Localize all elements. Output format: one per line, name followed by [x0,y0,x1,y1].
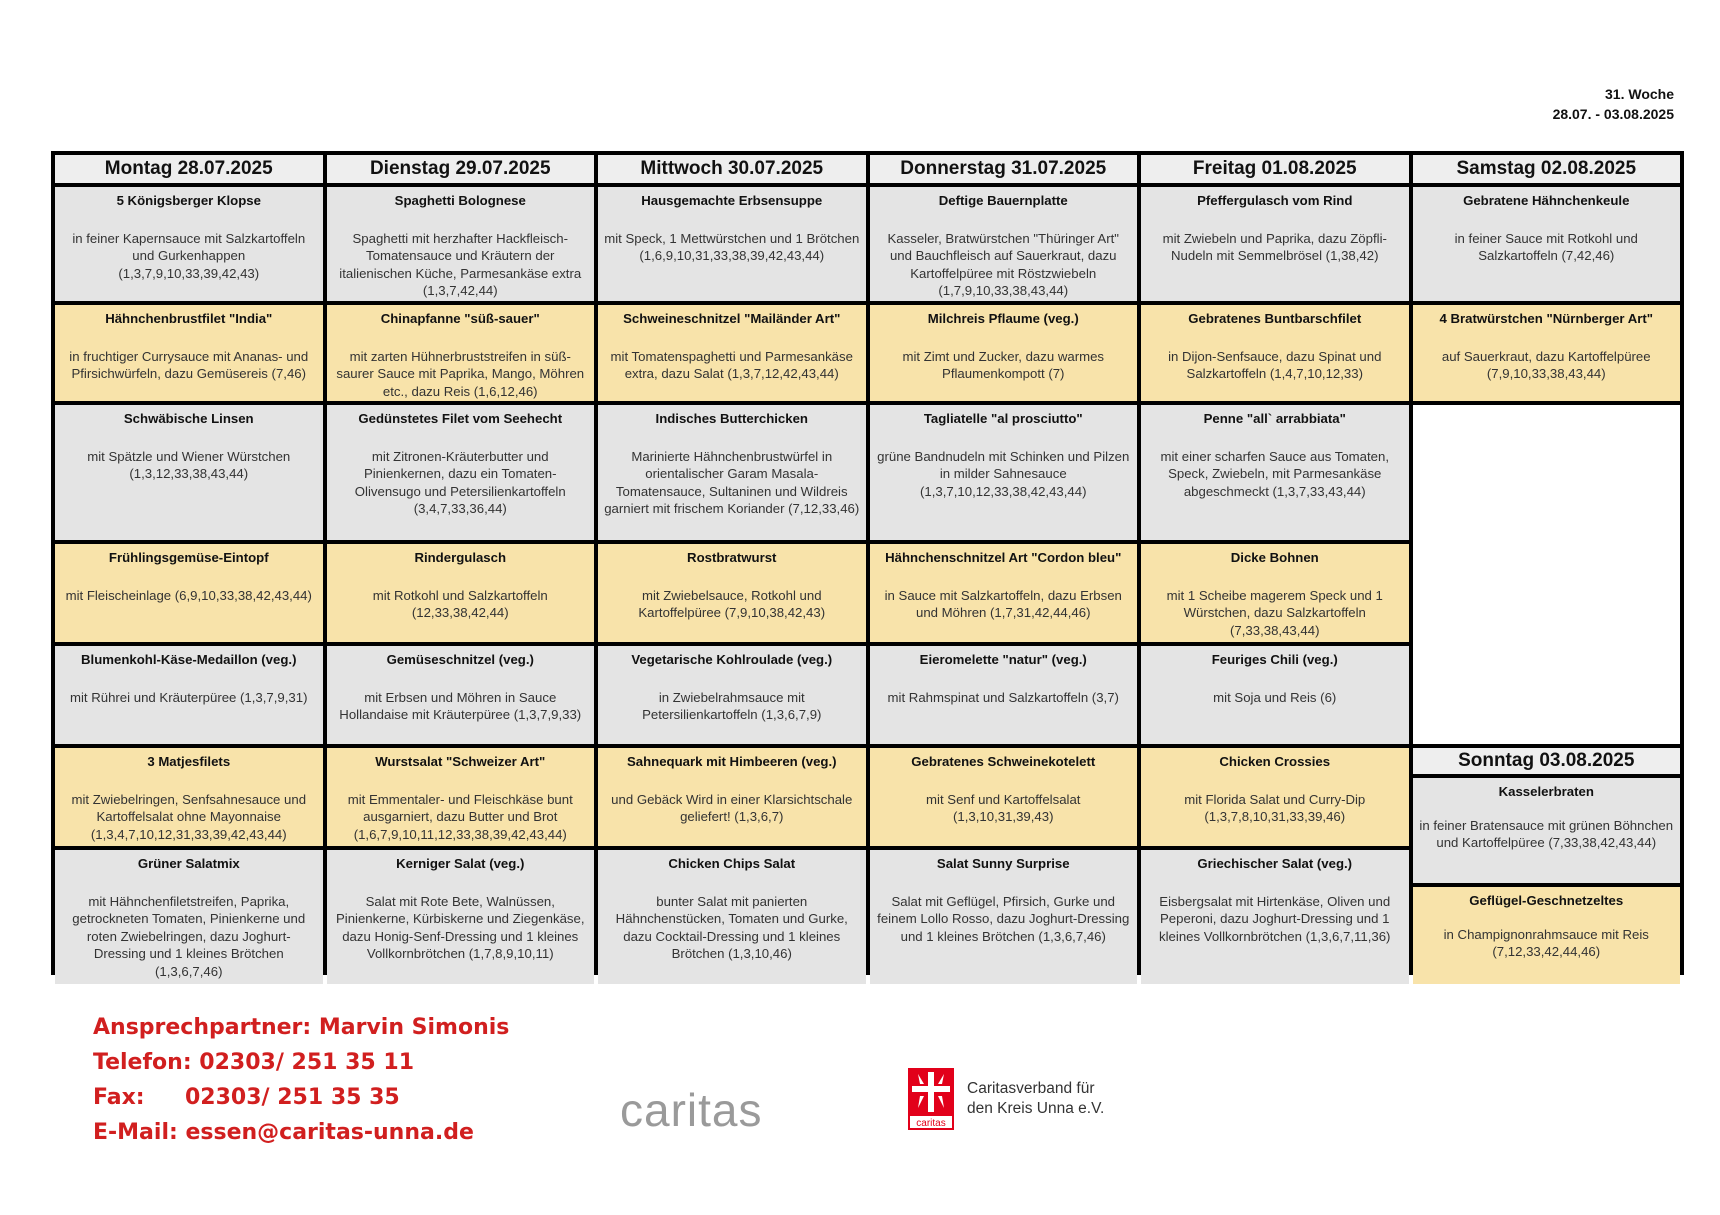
meal-description: mit Rotkohl und Salzkartoffeln (12,33,38,42,44) [372,587,548,620]
meal-description: mit Spätzle und Wiener Würstchen (1,3,12,33,38,43,44) [87,448,291,481]
meal-cell [327,544,595,642]
meal-title: Gedünstetes Filet vom Seehecht [358,411,563,426]
org-name-line-2: den Kreis Unna e.V. [967,1100,1105,1117]
meal-title: Salat Sunny Surprise [936,856,1070,871]
contact-person-label: Ansprechpartner: [93,1015,312,1040]
sunday-block [1413,748,1681,984]
meal-title: Hähnchenschnitzel Art "Cordon bleu" [885,550,1122,565]
meal-cell [870,850,1138,984]
logo-badge-text: caritas [916,1118,946,1129]
meal-title: Pfeffergulasch vom Rind [1197,193,1353,208]
meal-title: Gebratene Hähnchenkeule [1463,193,1630,208]
contact-email-label: E-Mail: [93,1120,178,1145]
meal-cell [598,187,866,301]
meal-description: mit zarten Hühnerbruststreifen in süß-saurer Sauce mit Paprika, Mango, Möhren etc., dazu Reis (1,6,12,46) [336,348,585,399]
meal-cell [55,305,323,401]
caritas-logo [908,1068,1104,1130]
menu-table [51,151,1684,979]
meal-cell [870,748,1138,846]
meal-cell [55,544,323,642]
meal-description: und Gebäck Wird in einer Klarsichtschale geliefert! (1,3,6,7) [611,791,853,824]
meal-title: Griechischer Salat (veg.) [1197,856,1353,871]
meal-description: mit Rührei und Kräuterpüree (1,3,7,9,31) [69,689,308,705]
meal-title: Milchreis Pflaume (veg.) [927,311,1079,326]
meal-description: mit einer scharfen Sauce aus Tomaten, Speck, Zwiebeln, mit Parmesankäse abgeschmeckt (1,3,7,33,43,44) [1160,448,1389,499]
meal-cell [598,646,866,744]
meal-description: mit Zitronen-Kräuterbutter und Pinienkernen, dazu ein Tomaten-Olivensugo und Petersilienkartoffeln (3,4,7,33,36,44) [354,448,566,516]
meal-cell [870,187,1138,301]
day-header: Samstag 02.08.2025 [1413,155,1681,183]
meal-cell [327,748,595,846]
meal-cell [598,405,866,540]
meal-cell [598,850,866,984]
meal-description: mit Tomatenspaghetti und Parmesankäse extra, dazu Salat (1,3,7,12,42,43,44) [610,348,853,381]
week-info [1553,84,1674,124]
contact-fax-label: Fax: [93,1085,145,1110]
meal-cell [1413,187,1681,301]
meal-title: Kasselerbraten [1498,784,1594,799]
meal-description: in fruchtiger Currysauce mit Ananas- und Pfirsichwürfeln, dazu Gemüsereis (7,46) [69,348,309,381]
meal-cell [1141,850,1409,984]
meal-title: Chicken Crossies [1219,754,1331,769]
org-name-line-1: Caritasverband für [967,1080,1095,1097]
day-header: Freitag 01.08.2025 [1141,155,1409,183]
meal-description: mit Fleischeinlage (6,9,10,33,38,42,43,44) [65,587,312,603]
meal-description: mit Erbsen und Möhren in Sauce Hollandaise mit Kräuterpüree (1,3,7,9,33) [339,689,582,722]
day-header: Mittwoch 30.07.2025 [598,155,866,183]
contact-email-row [93,1115,509,1150]
meal-description: mit Speck, 1 Mettwürstchen und 1 Brötchen (1,6,9,10,31,33,38,39,42,43,44) [604,230,860,263]
meal-description: Kasseler, Bratwürstchen "Thüringer Art" und Bauchfleisch auf Sauerkraut, dazu Kartoffelpüree mit Röstzwiebeln (1,7,9,10,33,38,43,44) [887,230,1119,298]
meal-title: Chinapfanne "süß-sauer" [380,311,540,326]
meal-title: Geflügel-Geschnetzeltes [1469,893,1624,908]
meal-cell [1413,305,1681,401]
contact-person-name: Marvin Simonis [318,1015,510,1040]
meal-description: in Dijon-Senfsauce, dazu Spinat und Salzkartoffeln (1,4,7,10,12,33) [1168,348,1382,381]
meal-cell [1413,887,1681,984]
week-date-range: 28.07. - 03.08.2025 [1552,106,1674,122]
meal-cell [1141,544,1409,642]
meal-description: in feiner Bratensauce mit grünen Böhnchen und Kartoffelpüree (7,33,38,42,43,44) [1419,817,1674,850]
meal-title: Schwäbische Linsen [123,411,254,426]
meal-cell [870,305,1138,401]
meal-title: Gebratenes Schweinekotelett [911,754,1096,769]
meal-title: Chicken Chips Salat [668,856,796,871]
meal-cell [598,544,866,642]
meal-title: Tagliatelle "al prosciutto" [923,411,1083,426]
meal-title: Rindergulasch [414,550,507,565]
contact-block [93,1010,509,1150]
meal-description: mit Florida Salat und Curry-Dip (1,3,7,8,10,31,33,39,46) [1184,791,1366,824]
meal-title: Grüner Salatmix [137,856,240,871]
meal-description: bunter Salat mit panierten Hähnchenstücken, Tomaten und Gurke, dazu Cocktail-Dressing und 1 kleines Brötchen (1,3,10,46) [615,893,848,961]
meal-cell [327,405,595,540]
meal-description: grüne Bandnudeln mit Schinken und Pilzen in milder Sahnesauce (1,3,7,10,12,33,38,42,43,44) [877,448,1130,499]
meal-title: Sahnequark mit Himbeeren (veg.) [626,754,837,769]
meal-description: Salat mit Rote Bete, Walnüssen, Pinienkerne, Kürbiskerne und Ziegenkäse, dazu Honig-Senf-Dressing und 1 kleines Vollkornbrötchen (1,7,8,9,10,11) [335,893,585,961]
meal-description: mit Zimt und Zucker, dazu warmes Pflaumenkompott (7) [902,348,1105,381]
meal-cell [327,187,595,301]
contact-email-address: essen@caritas-unna.de [185,1120,474,1145]
day-header: Dienstag 29.07.2025 [327,155,595,183]
meal-cell [1141,646,1409,744]
meal-cell [1413,778,1681,883]
meal-title: Vegetarische Kohlroulade (veg.) [631,652,833,667]
meal-cell [598,748,866,846]
contact-person-row [93,1010,509,1045]
meal-description: mit 1 Scheibe magerem Speck und 1 Würstchen, dazu Salzkartoffeln (7,33,38,43,44) [1166,587,1383,638]
meal-title: Blumenkohl-Käse-Medaillon (veg.) [81,652,297,667]
contact-fax-row [93,1080,509,1115]
meal-cell [1141,748,1409,846]
meal-title: Spaghetti Bolognese [394,193,526,208]
meal-title: Feuriges Chili (veg.) [1211,652,1338,667]
day-header: Donnerstag 31.07.2025 [870,155,1138,183]
meal-description: in Sauce mit Salzkartoffeln, dazu Erbsen und Möhren (1,7,31,42,44,46) [884,587,1122,620]
caritas-org-name [967,1079,1104,1119]
meal-description: auf Sauerkraut, dazu Kartoffelpüree (7,9,10,33,38,43,44) [1441,348,1651,381]
meal-title: Schweineschnitzel "Mailänder Art" [623,311,841,326]
day-header: Montag 28.07.2025 [55,155,323,183]
meal-title: Frühlingsgemüse-Eintopf [108,550,269,565]
meal-title: 3 Matjesfilets [147,754,231,769]
meal-title: Dicke Bohnen [1230,550,1319,565]
meal-description: mit Zwiebelringen, Senfsahnesauce und Kartoffelsalat ohne Mayonnaise (1,3,4,7,10,12,31,33,39,42,43,44) [71,791,307,842]
meal-title: Wurstsalat "Schweizer Art" [375,754,546,769]
meal-title: Gebratenes Buntbarschfilet [1188,311,1362,326]
meal-cell [870,646,1138,744]
meal-cell [327,305,595,401]
meal-description: Marinierte Hähnchenbrustwürfel in orientalischer Garam Masala-Tomatensauce, Sultaninen und Wildreis garniert mit frischem Koriander (7,12,33,46) [604,448,860,516]
meal-cell [327,646,595,744]
contact-fax-number: 02303/ 251 35 35 [185,1085,400,1110]
meal-cell [55,405,323,540]
meal-title: Kerniger Salat (veg.) [396,856,525,871]
meal-description: mit Emmentaler- und Fleischkäse bunt ausgarniert, dazu Butter und Brot (1,6,7,9,10,11,12,33,38,39,42,43,44) [347,791,573,842]
day-header: Sonntag 03.08.2025 [1413,748,1681,774]
meal-cell [327,850,595,984]
meal-cell [870,544,1138,642]
meal-cell [55,187,323,301]
week-number: 31. Woche [1605,86,1674,102]
meal-description: Eisbergsalat mit Hirtenkäse, Oliven und Peperoni, dazu Joghurt-Dressing und 1 kleines Vollkornbrötchen (1,3,6,7,11,36) [1159,893,1391,944]
meal-description: in Champignonrahmsauce mit Reis (7,12,33,42,44,46) [1443,926,1649,959]
meal-title: Penne "all` arrabbiata" [1203,411,1346,426]
meal-description: Spaghetti mit herzhafter Hackfleisch-Tomatensauce und Kräutern der italienischen Küche, Parmesankäse extra (1,3,7,42,44) [339,230,582,298]
caritas-wordmark: caritas [620,1084,763,1136]
meal-description: mit Rahmspinat und Salzkartoffeln (3,7) [887,689,1119,705]
meal-cell [598,305,866,401]
meal-title: Indisches Butterchicken [655,411,808,426]
meal-title: Gemüseschnitzel (veg.) [386,652,534,667]
meal-title: Deftige Bauernplatte [938,193,1068,208]
meal-description: in feiner Sauce mit Rotkohl und Salzkartoffeln (7,42,46) [1454,230,1638,263]
meal-description: mit Soja und Reis (6) [1213,689,1337,705]
meal-description: mit Zwiebeln und Paprika, dazu Zöpfli-Nudeln mit Semmelbrösel (1,38,42) [1162,230,1387,263]
contact-phone-row [93,1045,509,1080]
meal-cell [1141,405,1409,540]
meal-title: Hähnchenbrustfilet "India" [105,311,273,326]
meal-description: mit Zwiebelsauce, Rotkohl und Kartoffelpüree (7,9,10,38,42,43) [638,587,826,620]
meal-cell [55,748,323,846]
meal-title: 4 Bratwürstchen "Nürnberger Art" [1439,311,1654,326]
meal-description: in Zwiebelrahmsauce mit Petersilienkartoffeln (1,3,6,7,9) [642,689,822,722]
meal-description: mit Hähnchenfiletstreifen, Paprika, getrockneten Tomaten, Pinienkerne und roten Zwiebelringen, dazu Joghurt-Dressing und 1 kleines Brötchen (1,3,6,7,46) [72,893,306,979]
meal-cell [55,850,323,984]
contact-phone-label: Telefon: [93,1050,192,1075]
contact-phone-number: 02303/ 251 35 11 [199,1050,415,1075]
meal-description: Salat mit Geflügel, Pfirsich, Gurke und feinem Lollo Rosso, dazu Joghurt-Dressing und 1 kleines Brötchen (1,3,6,7,46) [877,893,1130,944]
meal-title: Hausgemachte Erbsensuppe [641,193,823,208]
meal-description: in feiner Kapernsauce mit Salzkartoffeln und Gurkenhappen (1,3,7,9,10,33,39,42,43) [72,230,306,281]
meal-title: 5 Königsberger Klopse [116,193,261,208]
meal-description: mit Senf und Kartoffelsalat (1,3,10,31,39,43) [926,791,1081,824]
meal-cell [55,646,323,744]
meal-cell [870,405,1138,540]
meal-title: Eieromelette "natur" (veg.) [919,652,1087,667]
meal-cell [1141,187,1409,301]
empty-cell [1413,405,1681,744]
meal-title: Rostbratwurst [687,550,777,565]
caritas-cross-icon [908,1068,954,1130]
meal-cell [1141,305,1409,401]
